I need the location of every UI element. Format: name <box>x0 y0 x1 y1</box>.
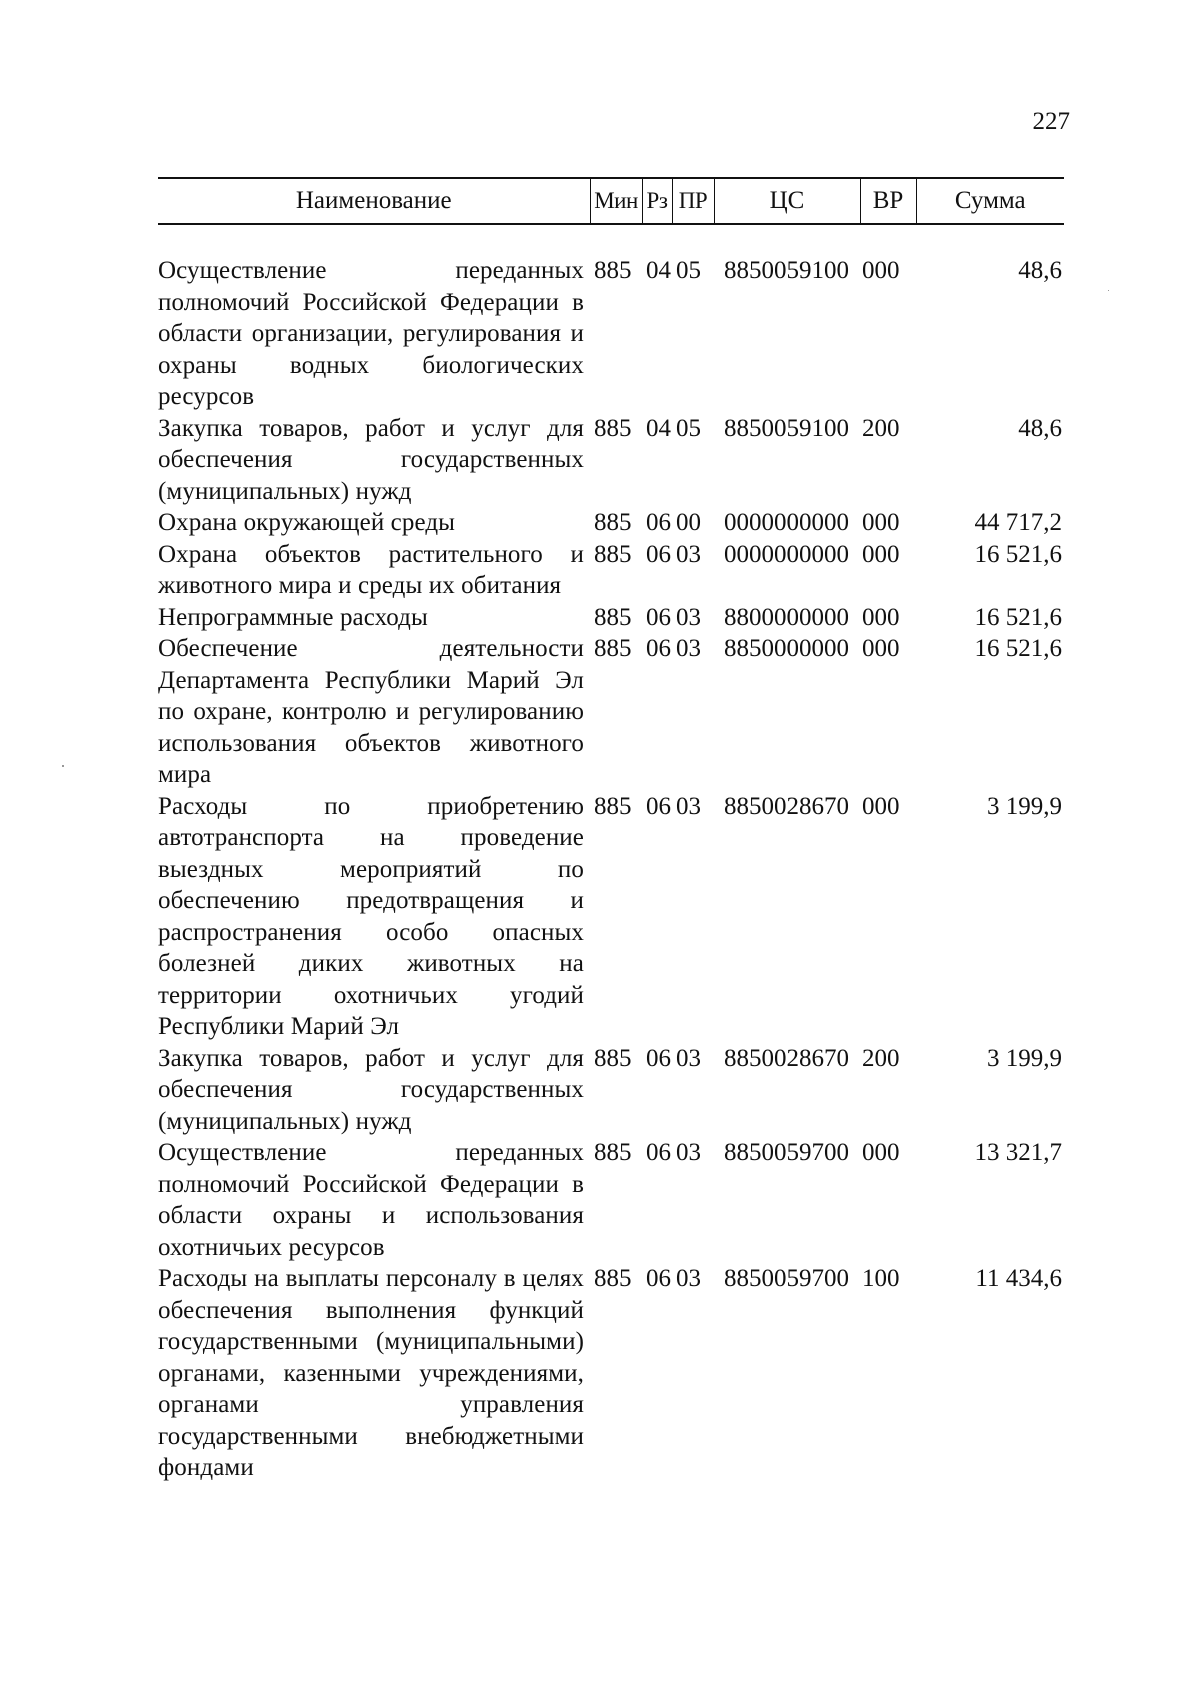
budget-table-container <box>158 177 1064 1484</box>
cell-vr: 000 <box>862 603 900 631</box>
cell-vr: 200 <box>862 1044 900 1072</box>
cell-cs: 8800000000 <box>724 603 849 631</box>
table-row <box>158 791 1064 1043</box>
cell-cs: 0000000000 <box>724 540 849 568</box>
cell-cs: 8850059700 <box>724 1139 849 1166</box>
table-row <box>158 1043 1064 1138</box>
scan-speck <box>62 765 64 767</box>
table-row <box>158 507 1064 539</box>
cell-rz: 04 <box>646 257 671 284</box>
cell-name: Осуществление переданных полномочий Российской Федерации в области организации, регулирования и охраны водных биологических ресурсов <box>158 257 584 410</box>
cell-min: 885 <box>594 540 632 568</box>
cell-sum: 3 199,9 <box>987 792 1062 820</box>
cell-pr: 05 <box>676 257 701 284</box>
cell-pr: 03 <box>676 1139 701 1166</box>
cell-rz: 06 <box>646 540 671 568</box>
cell-rz: 06 <box>646 509 671 536</box>
page-number: 227 <box>1032 108 1070 135</box>
cell-vr: 000 <box>862 635 900 662</box>
cell-sum: 48,6 <box>1018 414 1062 442</box>
cell-pr: 03 <box>676 1044 701 1072</box>
budget-table <box>158 177 1064 1484</box>
cell-min: 885 <box>594 1044 632 1072</box>
cell-cs: 0000000000 <box>724 509 849 536</box>
cell-vr: 000 <box>862 509 900 536</box>
cell-rz: 06 <box>646 1139 671 1166</box>
cell-sum: 13 321,7 <box>974 1139 1062 1166</box>
cell-name: Закупка товаров, работ и услуг для обеспечения государственных (муниципальных) нужд <box>158 1044 584 1135</box>
cell-pr: 05 <box>676 414 701 442</box>
scan-speck <box>1108 290 1109 291</box>
cell-sum: 16 521,6 <box>974 540 1062 568</box>
header-min: Мин <box>590 178 642 224</box>
cell-name: Непрограммные расходы <box>158 603 428 631</box>
cell-name: Расходы на выплаты персоналу в целях обеспечения выполнения функций государственными (муниципальными) органами, казенными учреждениями, органами управления государственными внебюджетными фондами <box>158 1265 584 1481</box>
cell-min: 885 <box>594 1139 632 1166</box>
cell-rz: 06 <box>646 603 671 631</box>
cell-min: 885 <box>594 792 632 820</box>
header-vr: ВР <box>860 178 916 224</box>
cell-rz: 06 <box>646 1265 671 1292</box>
cell-sum: 11 434,6 <box>975 1265 1062 1292</box>
cell-min: 885 <box>594 257 632 284</box>
cell-cs: 8850028670 <box>724 792 849 820</box>
cell-name: Охрана окружающей среды <box>158 509 456 536</box>
header-cs: ЦС <box>714 178 860 224</box>
cell-rz: 06 <box>646 792 671 820</box>
table-row <box>158 633 1064 791</box>
cell-sum: 3 199,9 <box>987 1044 1062 1072</box>
cell-min: 885 <box>594 509 632 536</box>
cell-rz: 06 <box>646 635 671 662</box>
cell-sum: 16 521,6 <box>974 635 1062 662</box>
cell-sum: 44 717,2 <box>974 509 1062 536</box>
cell-cs: 8850059100 <box>724 414 849 442</box>
cell-min: 885 <box>594 1265 632 1292</box>
cell-sum: 48,6 <box>1018 257 1062 284</box>
cell-pr: 03 <box>676 792 701 820</box>
cell-pr: 03 <box>676 540 701 568</box>
cell-min: 885 <box>594 414 632 442</box>
cell-name: Расходы по приобретению автотранспорта на проведение выездных мероприятий по обеспечению предотвращения и распространения особо опасных болезней диких животных на территории охотничьих угодий Республики Марий Эл <box>158 792 584 1040</box>
cell-rz: 06 <box>646 1044 671 1072</box>
table-row <box>158 539 1064 602</box>
header-pr: ПР <box>672 178 714 224</box>
cell-rz: 04 <box>646 414 671 442</box>
cell-vr: 100 <box>862 1265 900 1292</box>
cell-pr: 03 <box>676 603 701 631</box>
cell-sum: 16 521,6 <box>974 603 1062 631</box>
cell-vr: 000 <box>862 1139 900 1166</box>
header-sum: Сумма <box>916 178 1064 224</box>
table-header <box>158 178 1064 224</box>
table-row <box>158 255 1064 413</box>
table-body <box>158 224 1064 1484</box>
cell-pr: 03 <box>676 1265 701 1292</box>
cell-pr: 03 <box>676 635 701 662</box>
cell-cs: 8850000000 <box>724 635 849 662</box>
cell-name: Осуществление переданных полномочий Российской Федерации в области охраны и использования охотничьих ресурсов <box>158 1139 584 1261</box>
cell-vr: 000 <box>862 792 900 820</box>
cell-min: 885 <box>594 603 632 631</box>
cell-name: Закупка товаров, работ и услуг для обеспечения государственных (муниципальных) нужд <box>158 414 584 505</box>
table-row <box>158 1137 1064 1263</box>
header-rz: Рз <box>642 178 672 224</box>
cell-cs: 8850028670 <box>724 1044 849 1072</box>
cell-pr: 00 <box>676 509 701 536</box>
header-name: Наименование <box>158 178 590 224</box>
cell-name: Обеспечение деятельности Департамента Республики Марий Эл по охране, контролю и регулированию использования объектов животного мира <box>158 635 584 788</box>
cell-name: Охрана объектов растительного и животного мира и среды их обитания <box>158 540 584 599</box>
cell-cs: 8850059700 <box>724 1265 849 1292</box>
cell-vr: 200 <box>862 414 900 442</box>
cell-vr: 000 <box>862 257 900 284</box>
table-row <box>158 602 1064 634</box>
table-row <box>158 1263 1064 1484</box>
table-row <box>158 413 1064 508</box>
cell-vr: 000 <box>862 540 900 568</box>
cell-cs: 8850059100 <box>724 257 849 284</box>
cell-min: 885 <box>594 635 632 662</box>
